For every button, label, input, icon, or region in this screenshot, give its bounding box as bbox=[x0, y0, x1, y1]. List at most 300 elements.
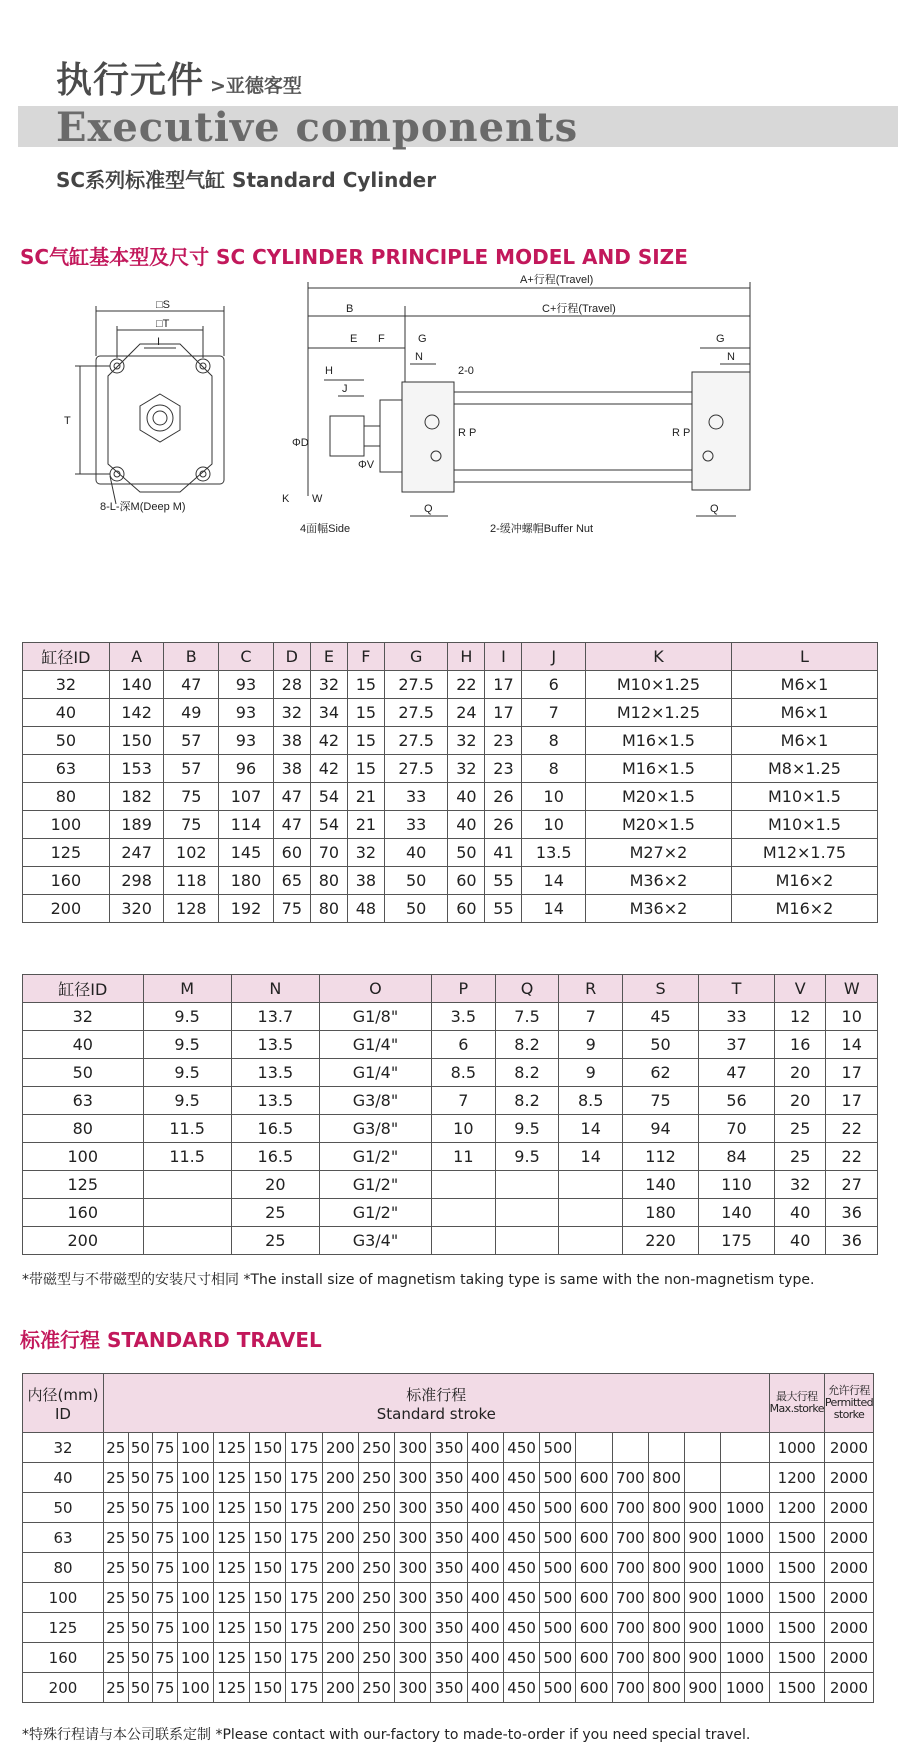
table-cell: 182 bbox=[109, 783, 164, 811]
table-cell: 80 bbox=[23, 1115, 144, 1143]
table-cell: 32 bbox=[775, 1171, 826, 1199]
stroke-cell: 100 bbox=[177, 1613, 213, 1643]
table-cell: 50 bbox=[384, 867, 447, 895]
table-row bbox=[23, 1643, 874, 1673]
label-side: 4面幅Side bbox=[300, 523, 351, 535]
label-w: W bbox=[312, 493, 323, 505]
table-cell: 10 bbox=[522, 811, 585, 839]
stroke-cell: 100 bbox=[177, 1433, 213, 1463]
label-n2: N bbox=[727, 351, 735, 363]
table-cell bbox=[495, 1171, 559, 1199]
label-rp2: R P bbox=[672, 427, 691, 439]
perm-stroke-cell: 2000 bbox=[824, 1613, 873, 1643]
label-e: E bbox=[350, 333, 358, 345]
stroke-cell: 1000 bbox=[721, 1523, 769, 1553]
label-T: T bbox=[64, 415, 71, 427]
table-cell: 36 bbox=[826, 1227, 878, 1255]
table-cell: 153 bbox=[109, 755, 164, 783]
stroke-cell: 50 bbox=[128, 1433, 153, 1463]
stroke-cell: 800 bbox=[648, 1553, 684, 1583]
table-cell: 100 bbox=[23, 811, 110, 839]
table-row bbox=[23, 1199, 878, 1227]
stroke-cell: 175 bbox=[286, 1493, 322, 1523]
stroke-cell: 300 bbox=[395, 1493, 431, 1523]
table-cell: 8.5 bbox=[559, 1087, 623, 1115]
stroke-cell: 500 bbox=[540, 1613, 576, 1643]
table-cell: M16×2 bbox=[731, 895, 877, 923]
label-q: Q bbox=[424, 503, 433, 515]
header-cell: 缸径ID bbox=[23, 643, 110, 671]
stroke-cell: 200 bbox=[322, 1613, 358, 1643]
stroke-cell: 900 bbox=[685, 1643, 721, 1673]
table-cell: 50 bbox=[384, 895, 447, 923]
header-cell: P bbox=[431, 975, 495, 1003]
stroke-cell bbox=[685, 1433, 721, 1463]
stroke-cell: 1000 bbox=[721, 1613, 769, 1643]
stroke-cell: 350 bbox=[431, 1493, 467, 1523]
table-cell: M12×1.75 bbox=[731, 839, 877, 867]
table-row bbox=[23, 1523, 874, 1553]
table-cell: 247 bbox=[109, 839, 164, 867]
table-row bbox=[23, 1003, 878, 1031]
table-cell: 80 bbox=[23, 783, 110, 811]
table-cell: 17 bbox=[826, 1087, 878, 1115]
header-cell: M bbox=[143, 975, 231, 1003]
table-cell: 22 bbox=[826, 1115, 878, 1143]
stroke-cell: 700 bbox=[612, 1673, 648, 1703]
table-cell: 8.2 bbox=[495, 1087, 559, 1115]
stroke-cell: 25 bbox=[104, 1493, 129, 1523]
stroke-cell: 25 bbox=[104, 1583, 129, 1613]
stroke-cell: 300 bbox=[395, 1433, 431, 1463]
table-cell: M6×1 bbox=[731, 727, 877, 755]
stroke-cell: 300 bbox=[395, 1553, 431, 1583]
table-cell: G1/4" bbox=[319, 1059, 431, 1087]
stroke-cell: 400 bbox=[467, 1433, 503, 1463]
table-cell: 8.5 bbox=[431, 1059, 495, 1087]
stroke-cell: 250 bbox=[358, 1613, 394, 1643]
stroke-cell: 75 bbox=[153, 1553, 178, 1583]
table-row bbox=[23, 895, 878, 923]
table-cell: 140 bbox=[699, 1199, 775, 1227]
stroke-cell: 700 bbox=[612, 1613, 648, 1643]
stroke-cell: 125 bbox=[213, 1523, 249, 1553]
stroke-cell: 200 bbox=[322, 1583, 358, 1613]
table-cell: 180 bbox=[219, 867, 274, 895]
table-cell: 125 bbox=[23, 839, 110, 867]
stroke-cell: 350 bbox=[431, 1643, 467, 1673]
stroke-cell: 125 bbox=[213, 1613, 249, 1643]
table-row bbox=[23, 1059, 878, 1087]
table-cell: 10 bbox=[522, 783, 585, 811]
table-row bbox=[23, 1171, 878, 1199]
table-cell: G3/4" bbox=[319, 1227, 431, 1255]
table-row bbox=[23, 1673, 874, 1703]
table-cell bbox=[495, 1227, 559, 1255]
stroke-cell: 150 bbox=[250, 1493, 286, 1523]
stroke-cell: 700 bbox=[612, 1643, 648, 1673]
table-cell: 93 bbox=[219, 727, 274, 755]
stroke-cell: 500 bbox=[540, 1433, 576, 1463]
stroke-cell: 300 bbox=[395, 1523, 431, 1553]
stroke-cell: 1000 bbox=[721, 1673, 769, 1703]
table-cell: 17 bbox=[485, 699, 522, 727]
row-id-cell: 50 bbox=[23, 1493, 104, 1523]
side-view bbox=[308, 282, 750, 516]
table-cell: 50 bbox=[23, 727, 110, 755]
stroke-cell: 800 bbox=[648, 1643, 684, 1673]
stroke-cell: 900 bbox=[685, 1523, 721, 1553]
stroke-cell: 150 bbox=[250, 1613, 286, 1643]
stroke-cell: 900 bbox=[685, 1553, 721, 1583]
stroke-cell: 50 bbox=[128, 1583, 153, 1613]
label-f: F bbox=[378, 333, 385, 345]
header-cell: V bbox=[775, 975, 826, 1003]
stroke-cell: 125 bbox=[213, 1583, 249, 1613]
stroke-cell: 175 bbox=[286, 1673, 322, 1703]
table-row bbox=[23, 1583, 874, 1613]
header-cell: R bbox=[559, 975, 623, 1003]
table-cell bbox=[143, 1227, 231, 1255]
table-cell: 14 bbox=[522, 895, 585, 923]
table-cell: 54 bbox=[310, 811, 347, 839]
table-cell: 125 bbox=[23, 1171, 144, 1199]
stroke-cell bbox=[685, 1463, 721, 1493]
stroke-cell: 125 bbox=[213, 1553, 249, 1583]
table-cell: 32 bbox=[23, 671, 110, 699]
header-cell: I bbox=[485, 643, 522, 671]
label-c-travel: C+行程(Travel) bbox=[542, 303, 616, 315]
stroke-cell bbox=[648, 1433, 684, 1463]
head-max-en: Max.storke bbox=[769, 1402, 824, 1415]
table-cell: M16×2 bbox=[731, 867, 877, 895]
stroke-cell: 75 bbox=[153, 1583, 178, 1613]
head-stroke-en: Standard stroke bbox=[376, 1404, 496, 1423]
table-header-row bbox=[23, 643, 878, 671]
table-row bbox=[23, 1031, 878, 1059]
row-id-cell: 160 bbox=[23, 1643, 104, 1673]
head-perm bbox=[824, 1374, 873, 1433]
table-cell: 54 bbox=[310, 783, 347, 811]
table-cell: 7 bbox=[559, 1003, 623, 1031]
table-cell: 9.5 bbox=[495, 1115, 559, 1143]
max-stroke-cell: 1500 bbox=[769, 1673, 824, 1703]
stroke-cell: 350 bbox=[431, 1433, 467, 1463]
table-cell: 12 bbox=[775, 1003, 826, 1031]
head-id-en: ID bbox=[55, 1404, 71, 1423]
table-cell: 200 bbox=[23, 1227, 144, 1255]
stroke-cell: 100 bbox=[177, 1553, 213, 1583]
table-cell: 26 bbox=[485, 811, 522, 839]
stroke-cell: 25 bbox=[104, 1643, 129, 1673]
stroke-cell: 800 bbox=[648, 1463, 684, 1493]
table-cell: 10 bbox=[826, 1003, 878, 1031]
stroke-cell: 75 bbox=[153, 1613, 178, 1643]
label-t: □T bbox=[156, 318, 170, 330]
stroke-cell: 800 bbox=[648, 1613, 684, 1643]
stroke-cell: 500 bbox=[540, 1673, 576, 1703]
table-cell: 50 bbox=[448, 839, 485, 867]
table-cell: 8 bbox=[522, 755, 585, 783]
perm-stroke-cell: 2000 bbox=[824, 1493, 873, 1523]
table-cell: 10 bbox=[431, 1115, 495, 1143]
stroke-cell: 200 bbox=[322, 1463, 358, 1493]
table-cell: 60 bbox=[448, 895, 485, 923]
stroke-cell: 250 bbox=[358, 1463, 394, 1493]
stroke-cell: 300 bbox=[395, 1673, 431, 1703]
stroke-cell: 400 bbox=[467, 1643, 503, 1673]
table-cell: 8.2 bbox=[495, 1031, 559, 1059]
table-cell: 27.5 bbox=[384, 671, 447, 699]
stroke-cell: 125 bbox=[213, 1673, 249, 1703]
stroke-cell: 200 bbox=[322, 1643, 358, 1673]
table-cell: 112 bbox=[623, 1143, 699, 1171]
table-cell: 40 bbox=[23, 699, 110, 727]
stroke-cell: 500 bbox=[540, 1493, 576, 1523]
table-row bbox=[23, 671, 878, 699]
table-row bbox=[23, 1493, 874, 1523]
header-cell: H bbox=[448, 643, 485, 671]
stroke-cell: 400 bbox=[467, 1583, 503, 1613]
stroke-cell: 25 bbox=[104, 1433, 129, 1463]
table-cell: G3/8" bbox=[319, 1087, 431, 1115]
table-cell: 93 bbox=[219, 671, 274, 699]
table-cell: 17 bbox=[826, 1059, 878, 1087]
stroke-cell: 350 bbox=[431, 1463, 467, 1493]
stroke-cell: 450 bbox=[503, 1583, 539, 1613]
page-title-cn: 执行元件 bbox=[56, 60, 205, 101]
header-cell: 缸径ID bbox=[23, 975, 144, 1003]
stroke-cell: 50 bbox=[128, 1493, 153, 1523]
label-s: □S bbox=[156, 299, 170, 311]
table-cell: 65 bbox=[273, 867, 310, 895]
table-cell: 42 bbox=[310, 727, 347, 755]
perm-stroke-cell: 2000 bbox=[824, 1463, 873, 1493]
table-cell: 41 bbox=[485, 839, 522, 867]
stroke-cell: 75 bbox=[153, 1673, 178, 1703]
table-cell: 13.7 bbox=[231, 1003, 319, 1031]
table-cell: 47 bbox=[164, 671, 219, 699]
row-id-cell: 100 bbox=[23, 1583, 104, 1613]
table-cell: 40 bbox=[448, 811, 485, 839]
stroke-cell: 500 bbox=[540, 1523, 576, 1553]
stroke-cell: 125 bbox=[213, 1433, 249, 1463]
max-stroke-cell: 1500 bbox=[769, 1553, 824, 1583]
table-cell: 38 bbox=[273, 727, 310, 755]
table-cell: 9.5 bbox=[143, 1003, 231, 1031]
table-cell: 75 bbox=[164, 783, 219, 811]
table-cell: 25 bbox=[231, 1199, 319, 1227]
table-cell: M20×1.5 bbox=[585, 811, 731, 839]
stroke-cell: 25 bbox=[104, 1613, 129, 1643]
table-cell: 100 bbox=[23, 1143, 144, 1171]
table-cell: 32 bbox=[310, 671, 347, 699]
stroke-cell: 350 bbox=[431, 1553, 467, 1583]
stroke-cell bbox=[612, 1433, 648, 1463]
stroke-cell: 600 bbox=[576, 1463, 612, 1493]
table-cell: M10×1.5 bbox=[731, 783, 877, 811]
perm-stroke-cell: 2000 bbox=[824, 1523, 873, 1553]
header-cell: D bbox=[273, 643, 310, 671]
stroke-cell bbox=[721, 1433, 769, 1463]
table-cell: 9.5 bbox=[143, 1031, 231, 1059]
head-id-cn: 内径(mm) bbox=[27, 1385, 99, 1404]
stroke-cell: 600 bbox=[576, 1493, 612, 1523]
label-n: N bbox=[415, 351, 423, 363]
stroke-cell: 600 bbox=[576, 1613, 612, 1643]
table-cell: 200 bbox=[23, 895, 110, 923]
perm-stroke-cell: 2000 bbox=[824, 1553, 873, 1583]
max-stroke-cell: 1200 bbox=[769, 1493, 824, 1523]
stroke-cell: 250 bbox=[358, 1433, 394, 1463]
table-row bbox=[23, 811, 878, 839]
table-cell: 75 bbox=[623, 1087, 699, 1115]
head-stroke-cn: 标准行程 bbox=[406, 1385, 467, 1404]
table-cell: 8.2 bbox=[495, 1059, 559, 1087]
stroke-cell: 100 bbox=[177, 1523, 213, 1553]
stroke-cell: 300 bbox=[395, 1643, 431, 1673]
header-cell: K bbox=[585, 643, 731, 671]
stroke-cell: 350 bbox=[431, 1583, 467, 1613]
page-title-en: Executive components bbox=[56, 104, 579, 151]
label-a-travel: A+行程(Travel) bbox=[520, 274, 594, 286]
table-cell: 40 bbox=[448, 783, 485, 811]
stroke-cell: 150 bbox=[250, 1583, 286, 1613]
stroke-cell: 700 bbox=[612, 1493, 648, 1523]
table-cell: 142 bbox=[109, 699, 164, 727]
table-cell: 50 bbox=[623, 1031, 699, 1059]
table-row bbox=[23, 1227, 878, 1255]
stroke-cell: 1000 bbox=[721, 1553, 769, 1583]
stroke-cell: 600 bbox=[576, 1523, 612, 1553]
table-cell bbox=[559, 1171, 623, 1199]
table-cell: M36×2 bbox=[585, 895, 731, 923]
table-cell: 60 bbox=[448, 867, 485, 895]
table-cell: 24 bbox=[448, 699, 485, 727]
table-cell: 11.5 bbox=[143, 1115, 231, 1143]
table-cell: 32 bbox=[273, 699, 310, 727]
stroke-cell: 600 bbox=[576, 1643, 612, 1673]
stroke-cell: 250 bbox=[358, 1553, 394, 1583]
table-cell: 33 bbox=[384, 811, 447, 839]
header-cell: O bbox=[319, 975, 431, 1003]
stroke-cell: 400 bbox=[467, 1673, 503, 1703]
stroke-cell: 200 bbox=[322, 1433, 358, 1463]
stroke-cell: 50 bbox=[128, 1523, 153, 1553]
stroke-cell: 900 bbox=[685, 1613, 721, 1643]
table-cell: 60 bbox=[273, 839, 310, 867]
table-cell: 118 bbox=[164, 867, 219, 895]
stroke-cell: 400 bbox=[467, 1553, 503, 1583]
stroke-cell: 350 bbox=[431, 1613, 467, 1643]
standard-travel-table bbox=[22, 1373, 874, 1703]
table-cell: 102 bbox=[164, 839, 219, 867]
table-cell: 20 bbox=[231, 1171, 319, 1199]
table-cell: 23 bbox=[485, 755, 522, 783]
row-id-cell: 32 bbox=[23, 1433, 104, 1463]
label-k: K bbox=[282, 493, 290, 505]
dimension-table-2 bbox=[22, 974, 878, 1255]
table-cell: 36 bbox=[826, 1199, 878, 1227]
label-g: G bbox=[418, 333, 427, 345]
table-cell: 34 bbox=[310, 699, 347, 727]
stroke-cell: 25 bbox=[104, 1673, 129, 1703]
page-subtitle: SC系列标准型气缸 Standard Cylinder bbox=[56, 168, 437, 192]
table-cell: 128 bbox=[164, 895, 219, 923]
head-max bbox=[769, 1374, 824, 1433]
table-cell: 150 bbox=[109, 727, 164, 755]
table-cell: 96 bbox=[219, 755, 274, 783]
table-cell: 23 bbox=[485, 727, 522, 755]
stroke-cell: 250 bbox=[358, 1493, 394, 1523]
table-cell: 145 bbox=[219, 839, 274, 867]
table-cell: M10×1.5 bbox=[731, 811, 877, 839]
table-cell: 94 bbox=[623, 1115, 699, 1143]
magnetism-note: *带磁型与不带磁型的安装尺寸相同 *The install size of magnetism taking type is same with the non-magnetism type. bbox=[22, 1272, 815, 1288]
stroke-cell: 500 bbox=[540, 1643, 576, 1673]
table-cell: 47 bbox=[273, 811, 310, 839]
table-cell: 75 bbox=[273, 895, 310, 923]
table-cell: 57 bbox=[164, 755, 219, 783]
stroke-cell: 175 bbox=[286, 1433, 322, 1463]
table-cell: 192 bbox=[219, 895, 274, 923]
stroke-cell: 500 bbox=[540, 1583, 576, 1613]
head-perm-en: Permitted storke bbox=[824, 1396, 873, 1421]
table-cell: 140 bbox=[109, 671, 164, 699]
table-cell: 38 bbox=[347, 867, 384, 895]
table-cell: 33 bbox=[384, 783, 447, 811]
table-cell: 7.5 bbox=[495, 1003, 559, 1031]
stroke-cell: 800 bbox=[648, 1673, 684, 1703]
stroke-cell: 700 bbox=[612, 1463, 648, 1493]
table-cell: 25 bbox=[775, 1143, 826, 1171]
stroke-cell: 350 bbox=[431, 1673, 467, 1703]
header-cell: J bbox=[522, 643, 585, 671]
stroke-cell: 800 bbox=[648, 1493, 684, 1523]
stroke-cell: 100 bbox=[177, 1463, 213, 1493]
stroke-cell: 800 bbox=[648, 1523, 684, 1553]
table-cell: 320 bbox=[109, 895, 164, 923]
table-cell: 14 bbox=[559, 1143, 623, 1171]
table-cell bbox=[559, 1199, 623, 1227]
table-cell: 40 bbox=[23, 1031, 144, 1059]
stroke-cell: 400 bbox=[467, 1493, 503, 1523]
stroke-cell: 450 bbox=[503, 1553, 539, 1583]
table-cell: 9.5 bbox=[143, 1087, 231, 1115]
table-cell: 11.5 bbox=[143, 1143, 231, 1171]
table-row bbox=[23, 783, 878, 811]
label-b: B bbox=[346, 303, 354, 315]
stroke-cell: 600 bbox=[576, 1583, 612, 1613]
table-cell: 13.5 bbox=[231, 1059, 319, 1087]
table-cell: 84 bbox=[699, 1143, 775, 1171]
stroke-cell: 450 bbox=[503, 1493, 539, 1523]
stroke-cell: 300 bbox=[395, 1613, 431, 1643]
table-row bbox=[23, 1143, 878, 1171]
table-cell: 298 bbox=[109, 867, 164, 895]
header-cell: E bbox=[310, 643, 347, 671]
table-cell: 32 bbox=[23, 1003, 144, 1031]
table-cell: 28 bbox=[273, 671, 310, 699]
table-cell: 50 bbox=[23, 1059, 144, 1087]
table-cell: 15 bbox=[347, 671, 384, 699]
stroke-cell: 100 bbox=[177, 1643, 213, 1673]
head-id bbox=[23, 1374, 104, 1433]
head-stroke bbox=[104, 1374, 770, 1433]
table-cell: 220 bbox=[623, 1227, 699, 1255]
table-cell: 8 bbox=[522, 727, 585, 755]
stroke-cell: 350 bbox=[431, 1523, 467, 1553]
